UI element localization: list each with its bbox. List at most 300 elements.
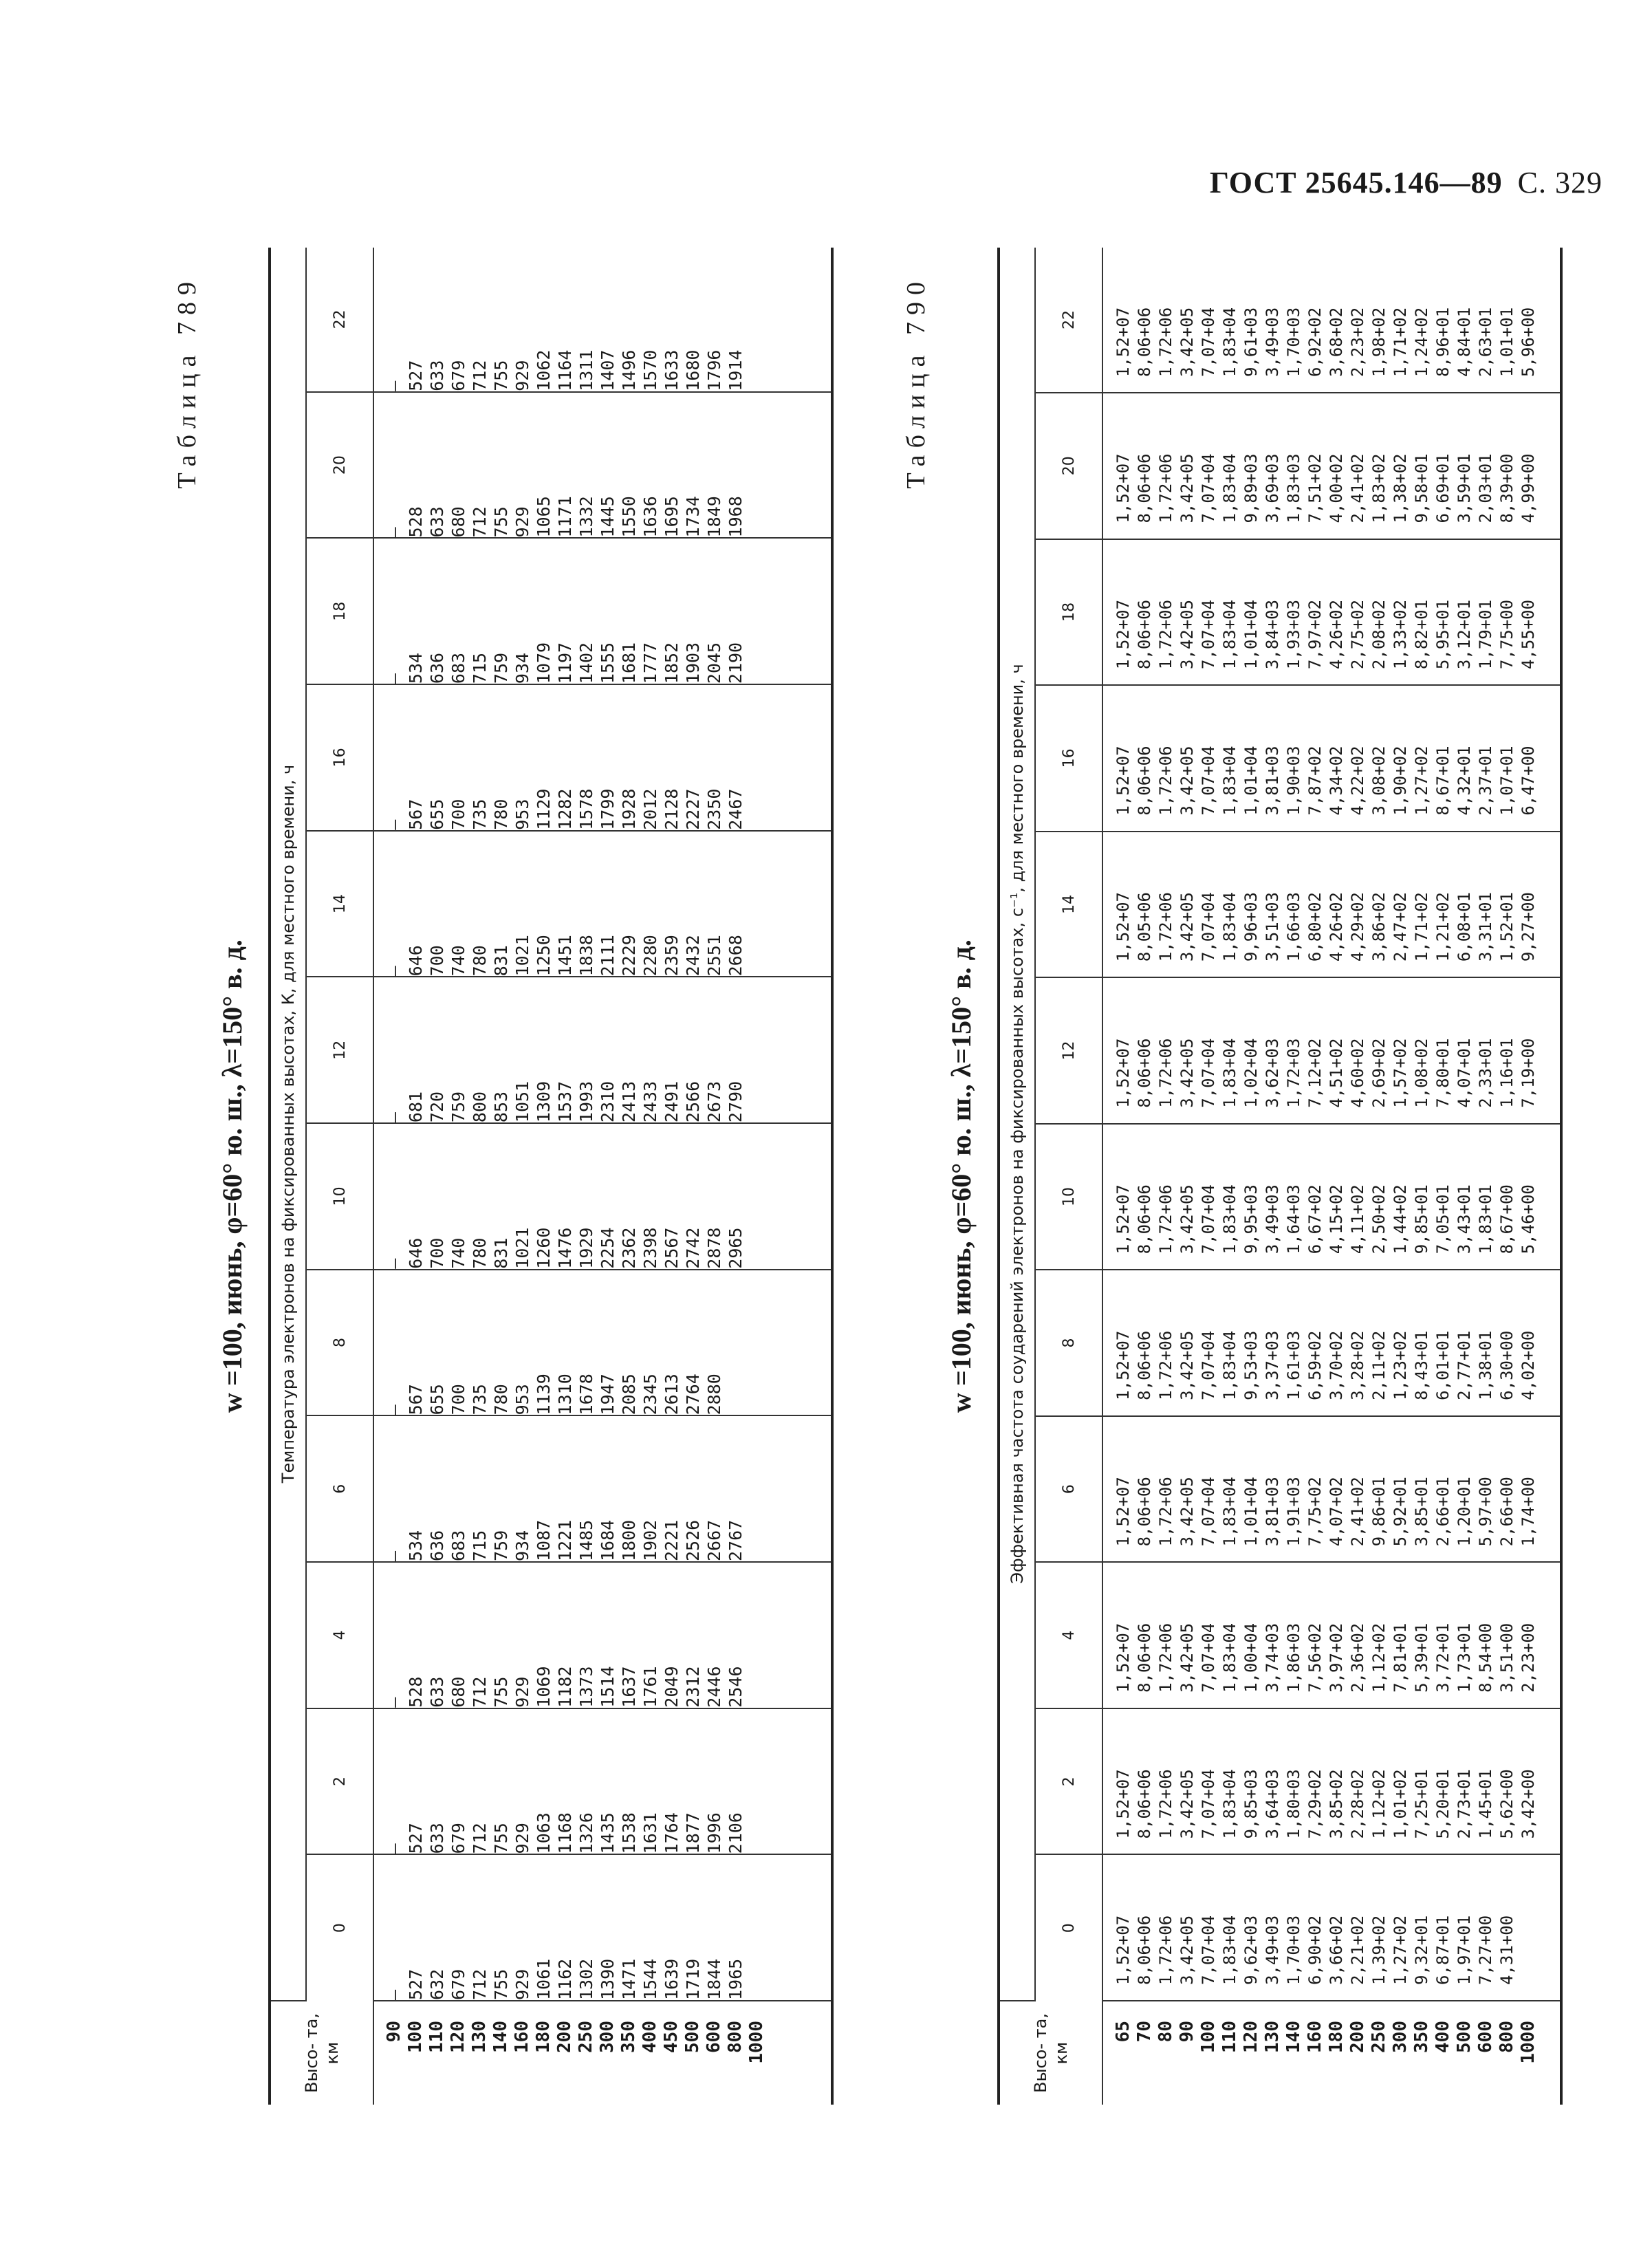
table-cell: 1,66+03 (1284, 892, 1303, 962)
hour-header: 10 (306, 1123, 373, 1270)
table-cell: 780 (470, 1237, 490, 1269)
table-title: w =100, июнь, φ=60° ю. ш., λ=150° в. д. (217, 940, 248, 1413)
table-cell: 2,77+01 (1455, 1330, 1474, 1400)
altitude-value: 65 (1113, 2021, 1133, 2043)
table-description: Эффективная частота соударений электронов на фиксированных высотах, с⁻¹, для местного времени, ч (999, 248, 1035, 2001)
table-cell: 1,70+03 (1284, 1915, 1303, 1985)
table-cell: 2312 (683, 1666, 703, 1708)
hour-header: 22 (1035, 248, 1102, 393)
hour-column (1102, 685, 1561, 832)
table-cell: 1996 (704, 1812, 724, 1854)
table-cell: 831 (491, 945, 511, 977)
table-cell: 2880 (704, 1374, 724, 1415)
table-cell: 7,75+02 (1305, 1477, 1325, 1547)
table-cell: 4,02+00 (1519, 1330, 1538, 1400)
table-cell: 1164 (555, 349, 575, 391)
table-cell: 5,95+01 (1433, 599, 1453, 670)
altitude-value: 400 (640, 2021, 660, 2053)
table-cell: 1162 (555, 1958, 575, 2000)
altitude-value: 100 (1198, 2021, 1219, 2053)
table-cell (1518, 1855, 1539, 1985)
hour-column (1102, 1562, 1561, 1708)
table-cell: 2045 (704, 642, 724, 684)
table-cell: 2,21+02 (1348, 1915, 1367, 1985)
table-cell: 1,39+02 (1369, 1915, 1389, 1985)
table-cell: 3,84+03 (1263, 599, 1282, 670)
table-cell: 3,68+02 (1327, 307, 1346, 377)
table-cell: 1,33+02 (1391, 599, 1410, 670)
table-cell: 2,36+02 (1348, 1622, 1367, 1693)
altitude-value: 350 (618, 2021, 639, 2053)
table-cell: 1,83+03 (1284, 453, 1303, 523)
table-cell: 700 (448, 799, 468, 830)
hour-column (373, 684, 832, 831)
table-cell: 735 (470, 1384, 490, 1415)
table-cell: 7,07+04 (1199, 1769, 1218, 1839)
table-cell: 1445 (598, 496, 618, 538)
table-cell: 2085 (619, 1374, 639, 1415)
table-cell: 1221 (555, 1519, 575, 1562)
table-cell: 1555 (598, 642, 618, 684)
table-cell: 2467 (726, 788, 746, 830)
table-cell: 9,85+03 (1241, 1769, 1261, 1839)
table-cell: 1,12+02 (1369, 1622, 1389, 1693)
hour-header: 4 (1035, 1562, 1102, 1708)
table-cell: 2,66+01 (1433, 1477, 1453, 1547)
altitude-column (373, 2001, 832, 2105)
table-cell: 1326 (576, 1812, 596, 1854)
table-title: w =100, июнь, φ=60° ю. ш., λ=150° в. д. (946, 940, 977, 1413)
table-cell: 1695 (662, 496, 682, 538)
table-cell: 1838 (576, 935, 596, 977)
altitude-value: 90 (1177, 2021, 1197, 2043)
table-cell: 1,71+02 (1391, 307, 1410, 377)
table-cell (746, 539, 768, 684)
table-cell: 2526 (683, 1519, 703, 1562)
table-cell: 1407 (598, 349, 618, 391)
table-cell: 934 (512, 652, 532, 684)
altitude-value: 160 (512, 2021, 532, 2053)
table-cell: 712 (470, 360, 490, 391)
altitude-value: 1000 (1518, 2021, 1539, 2064)
table-cell: — (384, 819, 404, 830)
table-cell: 1,83+01 (1476, 1184, 1495, 1255)
table-cell: 3,74+03 (1263, 1622, 1282, 1693)
table-cell: 929 (512, 1823, 532, 1854)
table-cell: 1,83+04 (1220, 453, 1239, 523)
table-cell: — (384, 1550, 404, 1562)
table-cell: — (384, 1989, 404, 2000)
table-caption: Таблица 789 (173, 275, 202, 489)
table-cell: 3,28+02 (1348, 1330, 1367, 1400)
table-cell: 683 (448, 652, 468, 684)
table-cell: 700 (427, 945, 447, 977)
table-cell: 780 (491, 799, 511, 830)
table-cell: 1,86+03 (1284, 1622, 1303, 1693)
table-cell: 1332 (576, 496, 596, 538)
table-cell: 8,06+06 (1135, 307, 1154, 377)
table-cell: 4,32+01 (1455, 746, 1474, 816)
table-cell: — (384, 1404, 404, 1415)
table-cell: 1,01+04 (1241, 746, 1261, 816)
table-cell (746, 1855, 768, 2000)
hour-column (373, 1415, 832, 1562)
hour-header: 4 (306, 1562, 373, 1708)
table-cell: 7,07+04 (1199, 307, 1218, 377)
table-description: Температура электронов на фиксированных высотах, К, для местного времени, ч (270, 248, 306, 2001)
table-cell: 7,07+04 (1199, 1622, 1218, 1693)
table-cell: 1,52+07 (1113, 453, 1133, 523)
table-cell: 712 (470, 1676, 490, 1708)
table-cell: 8,96+01 (1433, 307, 1453, 377)
table-cell: 1,93+03 (1284, 599, 1303, 670)
table-cell: 2,63+01 (1476, 307, 1495, 377)
table-cell: 680 (448, 1676, 468, 1708)
hour-column (1102, 1124, 1561, 1270)
table-cell: 7,19+00 (1519, 1038, 1538, 1108)
table-cell: 1,83+04 (1220, 892, 1239, 962)
table-cell: 3,49+03 (1263, 1184, 1282, 1255)
hour-column (1102, 1854, 1561, 2001)
table-cell: 3,66+02 (1327, 1915, 1346, 1985)
table-cell: 1309 (534, 1081, 554, 1123)
table-cell: 3,42+05 (1177, 1038, 1197, 1108)
altitude-value: 160 (1305, 2021, 1325, 2053)
table-cell: 1390 (598, 1958, 618, 2000)
table-cell: 2,66+00 (1497, 1477, 1517, 1547)
table-cell: 1373 (576, 1666, 596, 1708)
table-cell: 755 (491, 506, 511, 538)
table-cell: 1171 (555, 496, 575, 538)
table-cell: 3,49+03 (1263, 307, 1282, 377)
table-cell: 2,33+01 (1476, 1038, 1495, 1108)
table-cell: 720 (427, 1091, 447, 1123)
table-cell: 8,82+01 (1412, 599, 1431, 670)
table-cell: 1,00+04 (1241, 1622, 1261, 1693)
table-cell: 1,83+04 (1220, 746, 1239, 816)
table-cell: 1,98+02 (1369, 307, 1389, 377)
table-cell: 646 (406, 945, 426, 977)
table-cell: 5,20+01 (1433, 1769, 1453, 1839)
table-cell: 715 (470, 652, 490, 684)
table-cell: — (384, 673, 404, 684)
altitude-value: 500 (682, 2021, 703, 2053)
table-cell: 1,52+07 (1113, 1477, 1133, 1547)
hour-header: 10 (1035, 1124, 1102, 1270)
table-cell: 8,39+00 (1497, 453, 1517, 523)
altitude-value: 350 (1411, 2021, 1432, 2053)
table-cell: 1877 (683, 1812, 703, 1854)
table-cell: 1,57+02 (1391, 1038, 1410, 1108)
table-cell: 4,31+00 (1497, 1915, 1517, 1985)
table-cell: 1928 (619, 788, 639, 830)
table-cell: 1,23+02 (1391, 1330, 1410, 1400)
table-cell: 8,43+01 (1412, 1330, 1431, 1400)
table-cell: 1,52+07 (1113, 599, 1133, 670)
table-cell: 633 (427, 506, 447, 538)
table-cell: 3,97+02 (1327, 1622, 1346, 1693)
table-cell: 1550 (619, 496, 639, 538)
table-cell: 3,49+03 (1263, 1915, 1282, 1985)
table-cell: 6,59+02 (1305, 1330, 1325, 1400)
table-cell: 3,81+03 (1263, 746, 1282, 816)
table-cell: 1435 (598, 1812, 618, 1854)
table-cell: 9,61+03 (1241, 307, 1261, 377)
hour-header: 14 (1035, 832, 1102, 978)
table-cell: 2,08+02 (1369, 599, 1389, 670)
hour-column (1102, 1416, 1561, 1563)
table-cell: 2413 (619, 1081, 639, 1123)
table-cell: 2,03+01 (1476, 453, 1495, 523)
table-cell: — (384, 1258, 404, 1269)
altitude-value: 90 (384, 2021, 404, 2043)
altitude-value: 1000 (746, 2021, 767, 2064)
altitude-value: 180 (533, 2021, 554, 2053)
table-cell: 1,72+06 (1156, 307, 1175, 377)
table-cell: 1639 (662, 1958, 682, 2000)
table-cell: 8,67+00 (1497, 1184, 1517, 1255)
table-cell: 4,84+01 (1455, 307, 1474, 377)
table-cell: 6,47+00 (1519, 746, 1538, 816)
table-cell: 9,62+03 (1241, 1915, 1261, 1985)
table-cell: 2362 (619, 1227, 639, 1269)
table-cell: 3,86+02 (1369, 892, 1389, 962)
table-cell: — (384, 1112, 404, 1123)
table-cell: 2433 (640, 1081, 660, 1123)
table-cell: 1,52+07 (1113, 1330, 1133, 1400)
hour-header: 18 (306, 538, 373, 684)
table-cell: 1,01+01 (1497, 307, 1517, 377)
table-cell: 1,72+06 (1156, 453, 1175, 523)
table-cell: 7,07+04 (1199, 1184, 1218, 1255)
table-cell: 8,06+06 (1135, 599, 1154, 670)
table-cell: 1476 (555, 1227, 575, 1269)
table-cell: 1578 (576, 788, 596, 830)
altitude-value: 800 (1497, 2021, 1517, 2053)
table-cell: 1182 (555, 1666, 575, 1708)
table-cell: 4,22+02 (1348, 746, 1367, 816)
table-cell: 2280 (640, 935, 660, 977)
table-cell: 2965 (726, 1227, 746, 1269)
table-cell: 2221 (662, 1519, 682, 1562)
table-cell: 7,07+04 (1199, 1915, 1218, 1985)
table-cell: 7,81+01 (1391, 1622, 1410, 1693)
table-cell: 3,85+02 (1327, 1769, 1346, 1839)
table-cell: 9,27+00 (1519, 892, 1538, 962)
table-cell: 1,83+04 (1220, 1915, 1239, 1985)
table-cell: 3,08+02 (1369, 746, 1389, 816)
table-cell: 7,07+04 (1199, 599, 1218, 670)
table-cell: 1947 (598, 1374, 618, 1415)
table-cell: 3,42+05 (1177, 453, 1197, 523)
table-cell: 1,72+03 (1284, 1038, 1303, 1108)
table-cell: 4,26+02 (1327, 892, 1346, 962)
table-cell: 5,46+00 (1519, 1184, 1538, 1255)
table-cell: 1844 (704, 1958, 724, 2000)
table-cell: 636 (427, 1530, 447, 1562)
hour-header: 8 (306, 1270, 373, 1416)
table-cell: 1,61+03 (1284, 1330, 1303, 1400)
hour-column (1102, 977, 1561, 1124)
table-cell: 2767 (726, 1519, 746, 1562)
table-cell: 1,21+02 (1433, 892, 1453, 962)
table-cell: 9,58+01 (1412, 453, 1431, 523)
table-cell: 1852 (662, 642, 682, 684)
table-cell: 1,24+02 (1412, 307, 1431, 377)
table-cell: 3,59+01 (1455, 453, 1474, 523)
table-cell: 1544 (640, 1958, 660, 2000)
table-cell: 1,83+04 (1220, 1622, 1239, 1693)
table-cell: 528 (406, 506, 426, 538)
altitude-value: 800 (725, 2021, 746, 2053)
table-cell: 6,01+01 (1433, 1330, 1453, 1400)
table-cell: 1764 (662, 1812, 682, 1854)
table-cell: 1051 (512, 1081, 532, 1123)
table-cell: 3,42+05 (1177, 892, 1197, 962)
table-cell: 2,50+02 (1369, 1184, 1389, 1255)
table-cell: 6,30+00 (1497, 1330, 1517, 1400)
table-cell: 2668 (726, 935, 746, 977)
altitude-value: 300 (1390, 2021, 1411, 2053)
table-cell: 3,42+05 (1177, 1477, 1197, 1547)
hour-header: 12 (1035, 977, 1102, 1124)
table-cell: 740 (448, 945, 468, 977)
table-cell: 1,83+04 (1220, 599, 1239, 670)
table-cell: 1,52+07 (1113, 1184, 1133, 1255)
hour-column (373, 1708, 832, 1855)
table-cell: 7,07+04 (1199, 453, 1218, 523)
table-cell: 2432 (683, 935, 703, 977)
table-cell: 831 (491, 1237, 511, 1269)
table-cell: 632 (427, 1968, 447, 2000)
table-cell: 1,83+04 (1220, 1184, 1239, 1255)
hour-header: 16 (1035, 685, 1102, 832)
table-cell: 2128 (662, 788, 682, 830)
table-cell: 2,37+01 (1476, 746, 1495, 816)
table-cell: 735 (470, 799, 490, 830)
table-cell (746, 685, 768, 830)
hour-header: 12 (306, 977, 373, 1123)
altitude-value: 70 (1134, 2021, 1155, 2043)
table-cell: 9,86+01 (1369, 1477, 1389, 1547)
table-cell: 646 (406, 1237, 426, 1269)
table-cell: 681 (406, 1091, 426, 1123)
table-cell: 1,64+03 (1284, 1184, 1303, 1255)
table-cell (746, 1563, 768, 1708)
table-cell: 1302 (576, 1958, 596, 2000)
altitude-value: 100 (405, 2021, 426, 2053)
table-cell: 1,72+06 (1156, 1330, 1175, 1400)
table-cell: 1799 (598, 788, 618, 830)
table-cell: 8,06+06 (1135, 1477, 1154, 1547)
table-cell (746, 977, 768, 1122)
hour-column (373, 831, 832, 977)
table-cell: 1,83+04 (1220, 1330, 1239, 1400)
table-cell: 929 (512, 1968, 532, 2000)
altitude-value: 130 (469, 2021, 490, 2053)
hour-column (373, 1270, 832, 1416)
table-cell: 3,42+05 (1177, 1915, 1197, 1985)
table-cell: 1065 (534, 496, 554, 538)
table-cell: 1,52+07 (1113, 1915, 1133, 1985)
altitude-value: 450 (661, 2021, 682, 2053)
table-cell: 1,72+06 (1156, 1477, 1175, 1547)
table-cell: 8,67+01 (1433, 746, 1453, 816)
table-cell: 5,96+00 (1519, 307, 1538, 377)
table-cell: 7,07+04 (1199, 1477, 1218, 1547)
table-cell: 8,06+06 (1135, 1622, 1154, 1693)
table-cell: 7,51+02 (1305, 453, 1325, 523)
table-cell: 2790 (726, 1081, 746, 1123)
table-cell: 2190 (726, 642, 746, 684)
table-cell: 1514 (598, 1666, 618, 1708)
table-cell: 1,74+00 (1519, 1477, 1538, 1547)
table-cell: 7,27+00 (1476, 1915, 1495, 1985)
table-cell: 1,01+02 (1391, 1769, 1410, 1839)
table-cell: 712 (470, 1823, 490, 1854)
hour-column (373, 248, 832, 392)
table-cell: 633 (427, 1676, 447, 1708)
table-cell: 715 (470, 1530, 490, 1562)
table-cell: 7,80+01 (1433, 1038, 1453, 1108)
altitude-value: 300 (597, 2021, 618, 2053)
table-cell: 1993 (576, 1081, 596, 1123)
table-cell: 1,90+02 (1391, 746, 1410, 816)
table-cell: 2,41+02 (1348, 453, 1367, 523)
table-cell: 1,52+07 (1113, 746, 1133, 816)
table-cell: 1079 (534, 642, 554, 684)
table-cell: 3,51+00 (1497, 1622, 1517, 1693)
table-cell: 4,34+02 (1327, 746, 1346, 816)
table-cell: 1637 (619, 1666, 639, 1708)
table-cell: 7,12+02 (1305, 1038, 1325, 1108)
hour-header: 22 (306, 248, 373, 392)
table-cell: 700 (427, 1237, 447, 1269)
table-cell: 929 (512, 360, 532, 391)
altitude-value: 200 (1347, 2021, 1368, 2053)
table-cell: 8,54+00 (1476, 1622, 1495, 1693)
table-cell: 800 (470, 1091, 490, 1123)
table-cell: 755 (491, 1823, 511, 1854)
hour-column (373, 392, 832, 539)
hour-header: 6 (1035, 1416, 1102, 1563)
table-cell: 3,12+01 (1455, 599, 1474, 670)
altitude-value: 140 (490, 2021, 511, 2053)
table-cell: 680 (448, 506, 468, 538)
hour-header: 20 (306, 392, 373, 539)
table-cell: 1,71+02 (1412, 892, 1431, 962)
table-cell: 1777 (640, 642, 660, 684)
hour-column (373, 538, 832, 684)
table-cell: 8,06+06 (1135, 1915, 1154, 1985)
table-cell: 953 (512, 799, 532, 830)
table-cell: 2398 (640, 1227, 660, 1269)
table-cell: 1678 (576, 1374, 596, 1415)
table-cell: 679 (448, 360, 468, 391)
table-cell: 2764 (683, 1374, 703, 1415)
hour-column (1102, 1708, 1561, 1855)
table-cell: 3,81+03 (1263, 1477, 1282, 1547)
table-cell: 1,52+07 (1113, 1038, 1133, 1108)
table-cell: 1,79+01 (1476, 599, 1495, 670)
table-cell: 1,02+04 (1241, 1038, 1261, 1108)
table-cell: 1197 (555, 642, 575, 684)
table-cell: 527 (406, 1968, 426, 2000)
table-cell: 1,52+07 (1113, 1622, 1133, 1693)
table-cell: 1902 (640, 1519, 660, 1562)
altitude-value: 120 (448, 2021, 468, 2053)
table-cell: 1849 (704, 496, 724, 538)
